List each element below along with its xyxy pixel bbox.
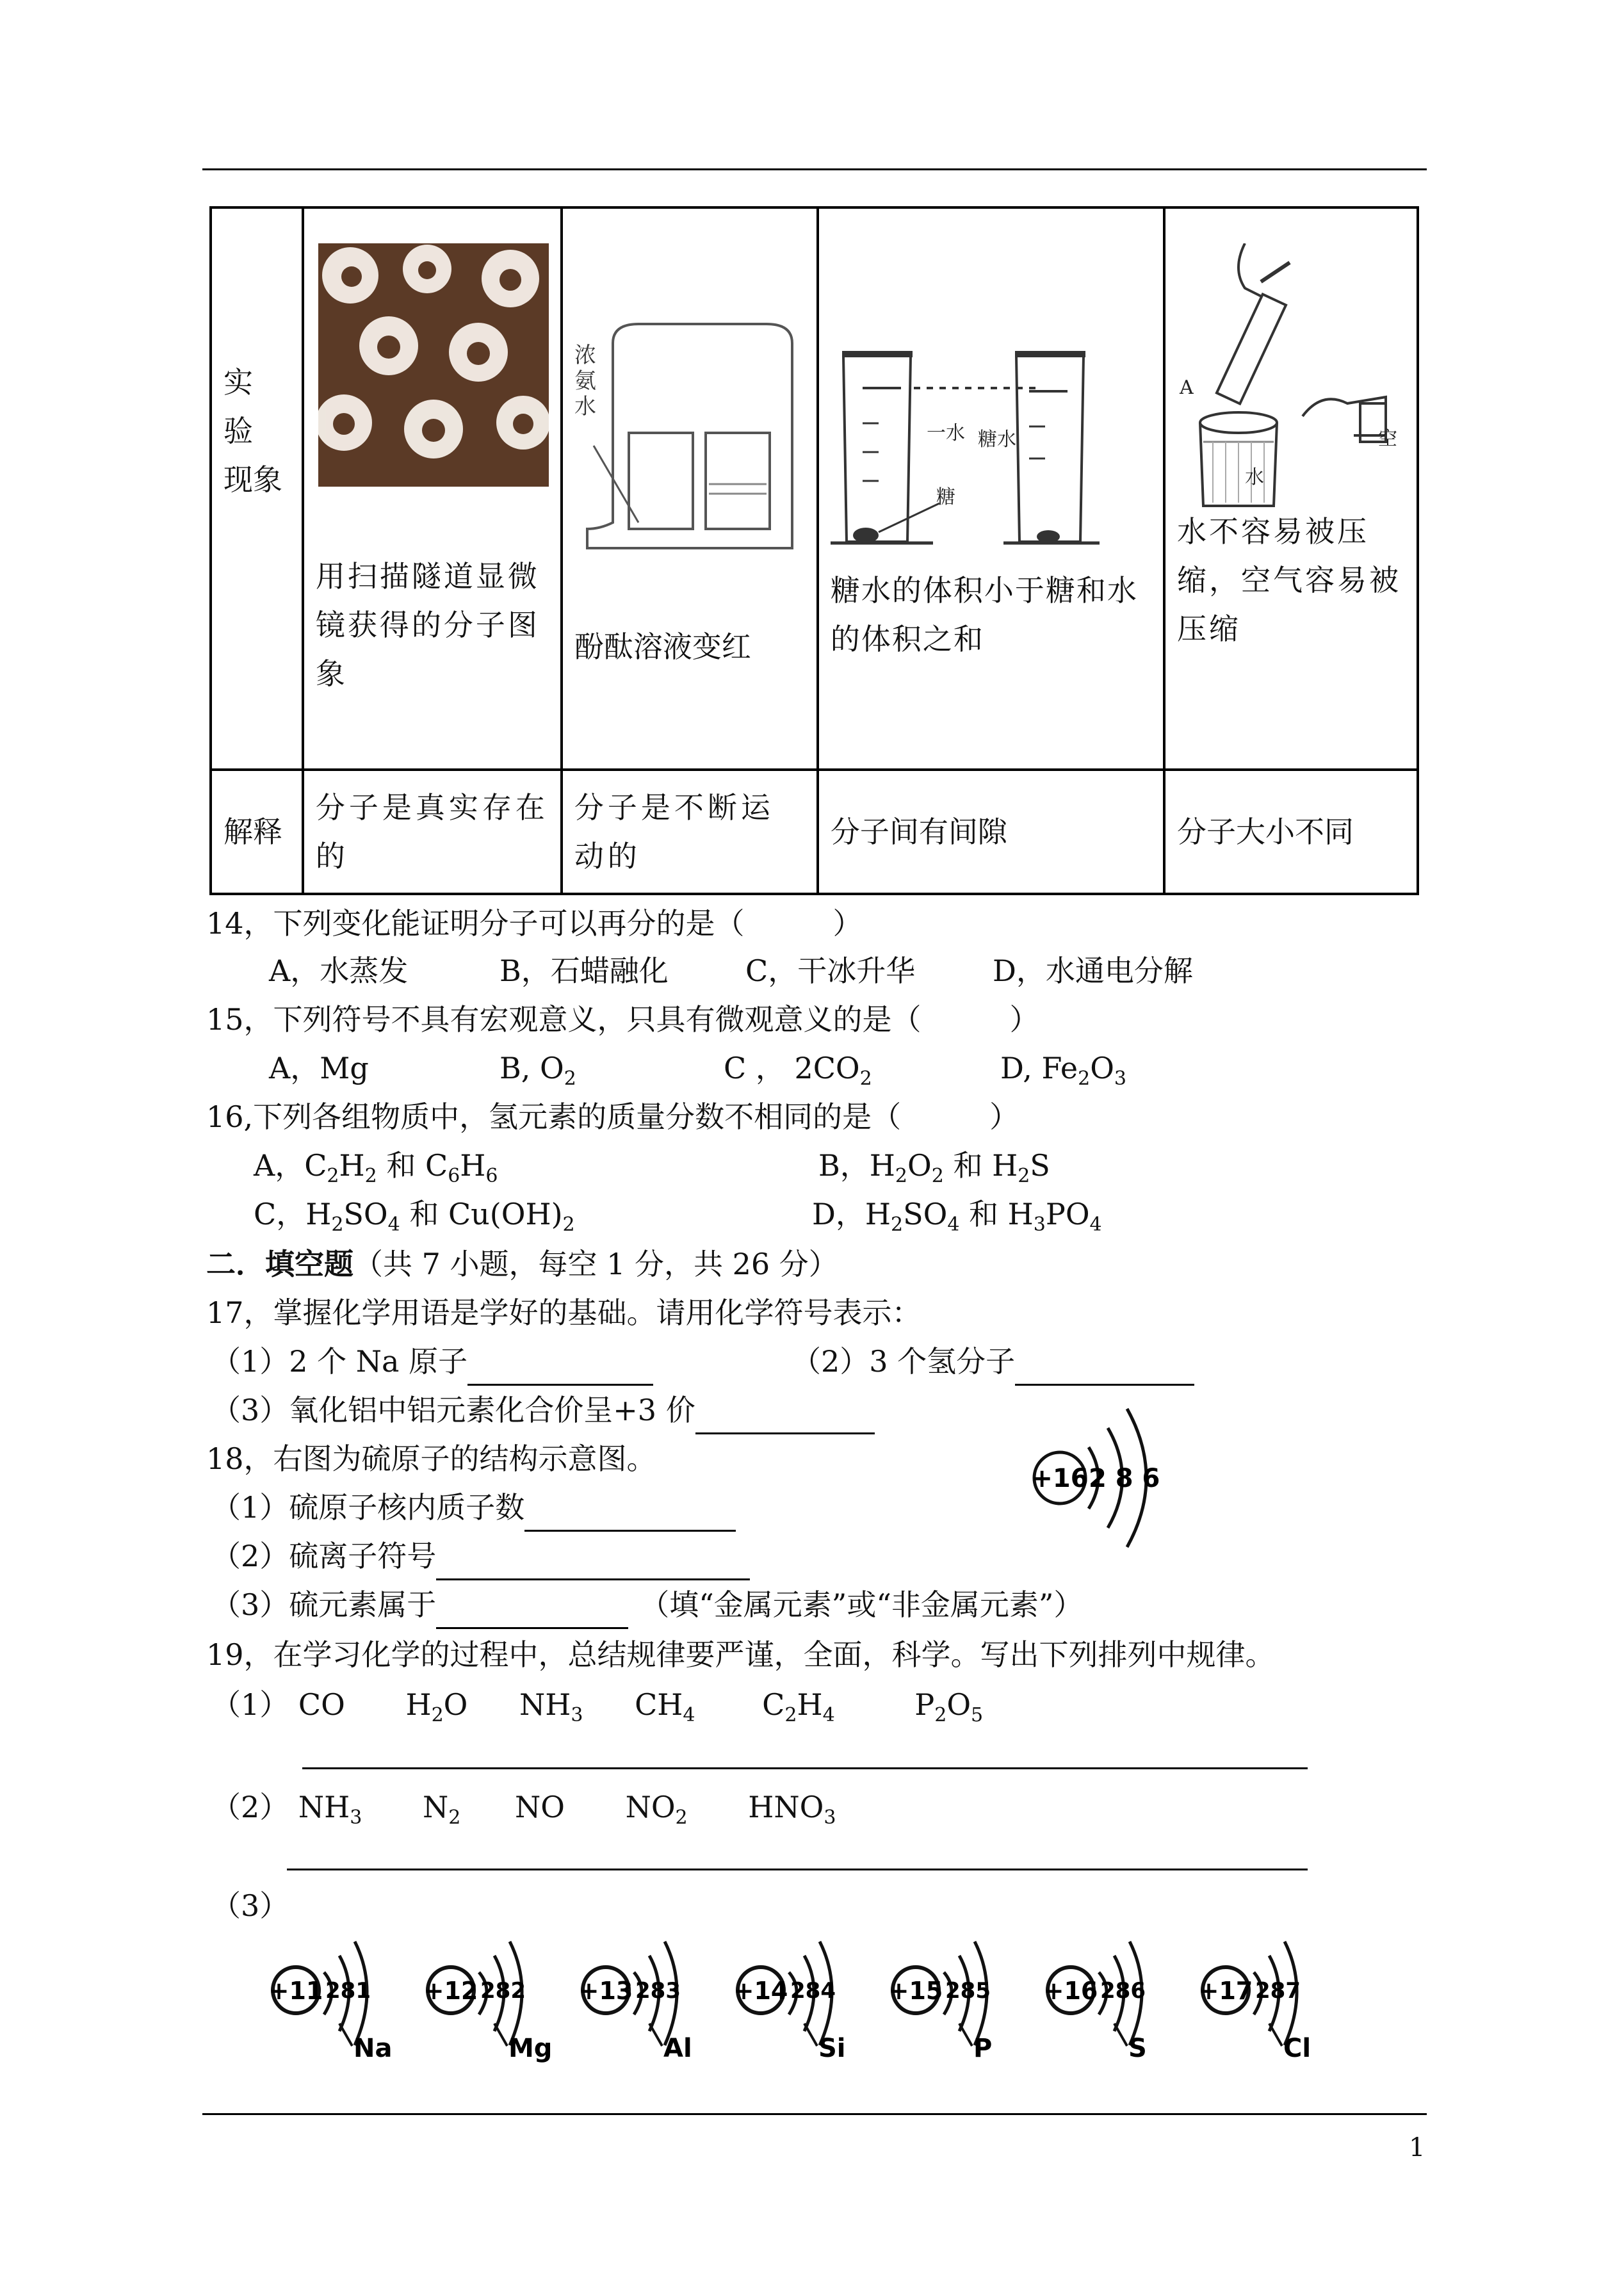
q19-item-p2o5: $P_2O_5$: [914, 1687, 984, 1727]
phenomenon-text-2: 酚酞溶液变红: [574, 629, 751, 664]
explanation-text-4: 分子大小不同: [1164, 770, 1418, 894]
cell-compression: [1164, 207, 1418, 770]
q19-item-nh3: $NH_3$: [519, 1687, 583, 1727]
q17-part1-label: （1）2 个 Na 原子: [211, 1344, 468, 1379]
q17-part3-label: （3）氧化铝中铝元素化合价呈+3 价: [211, 1393, 695, 1427]
stm-molecule-image: [318, 243, 549, 487]
q14-stem: 14，下列变化能证明分子可以再分的是（ ）: [206, 906, 863, 941]
section2-note: （共 7 小题，每空 1 分，共 26 分）: [353, 1247, 838, 1281]
q19-answer-line-1[interactable]: [302, 1767, 1308, 1769]
q17-part2: [792, 1337, 1194, 1386]
atom-symbol-label: Cl: [1283, 2034, 1311, 2063]
q18-part3-label: （3）硫元素属于: [211, 1587, 437, 1622]
q14-option-b: B，石蜡融化: [499, 953, 669, 988]
q18-answer-1[interactable]: [524, 1494, 736, 1532]
q16-option-c: C，$H_2SO_4$ 和 $Cu(OH)_2$: [254, 1197, 575, 1237]
q16-option-b: B，$H_2O_2$ 和 $H_2S$: [818, 1148, 1050, 1188]
explanation-text-1: 分子是真实存在的: [303, 770, 562, 894]
sugar-water-figure: [831, 343, 1151, 555]
q19-item-c2h4: $C_2H_4$: [762, 1687, 835, 1727]
q15-option-d: D, $Fe_2O_3$: [1000, 1051, 1127, 1091]
atom-symbol-label: P: [973, 2034, 993, 2063]
atom-diagram-na: [269, 1942, 392, 2063]
atom-diagram-cl: [1199, 1942, 1311, 2063]
q18-part2: [211, 1532, 750, 1580]
fig-label-sugar-water: 糖水: [977, 428, 1016, 451]
atom-shells-label: 283: [635, 1978, 681, 2004]
q14-option-d: D，水通电分解: [993, 953, 1193, 988]
atom-shells-label: 285: [945, 1978, 991, 2004]
q15-option-a: A，Mg: [269, 1051, 369, 1085]
row-header-explanation: 解释: [211, 770, 303, 894]
q19-part1-label: （1）: [211, 1687, 289, 1722]
page-number: 1: [1409, 2133, 1425, 2162]
q17-stem: 17，掌握化学用语是学好的基础。请用化学符号表示：: [206, 1295, 922, 1330]
sulfur-atom-diagram: [1025, 1396, 1178, 1562]
q19-item-h2o: $H_2O$: [405, 1687, 468, 1727]
fig-label-a: A: [1179, 377, 1194, 399]
q19-item-nh3-2: $NH_3$: [298, 1790, 362, 1829]
atom-nucleus-label: +16: [1043, 1977, 1098, 2005]
experiment-table: [209, 206, 1419, 895]
atom-pointer-line: [1269, 2023, 1282, 2046]
atom-pointer-line: [959, 2023, 972, 2046]
q14-option-c: C，干冰升华: [745, 953, 916, 988]
atom-diagram-mg: [424, 1942, 553, 2063]
q19-item-no2: $NO_2$: [625, 1790, 688, 1829]
q19-part2-label: （2）: [211, 1790, 289, 1824]
atom-shells-label: 284: [790, 1978, 836, 2004]
atom-diagram-s: [1044, 1942, 1147, 2063]
q18-stem: 18，右图为硫原子的结构示意图。: [206, 1441, 656, 1476]
atom-shells-label: 286: [1100, 1978, 1146, 2004]
atom-pointer-line: [339, 2023, 352, 2046]
phenomenon-row: [211, 207, 1418, 770]
atom-pointer-line: [649, 2023, 662, 2046]
ammonia-beaker-figure: [574, 318, 805, 561]
atom-nucleus-label: +15: [888, 1977, 943, 2005]
atom-structure-row: [269, 1934, 1370, 2075]
q16-option-d: D，$H_2SO_4$ 和 $H_3PO_4$: [812, 1197, 1102, 1237]
atom-nucleus-label: +11: [269, 1977, 323, 2005]
q19-item-n2: $N_2$: [423, 1790, 461, 1829]
q17-answer-3[interactable]: [695, 1397, 875, 1434]
q17-answer-1[interactable]: [467, 1348, 653, 1386]
q18-part3: [211, 1580, 1083, 1629]
syringe-figure: [1174, 243, 1405, 512]
fig-label-water: 一水: [926, 422, 965, 444]
explanation-text-2: 分子是不断运动的: [562, 770, 818, 894]
atom-symbol-label: Si: [818, 2034, 846, 2063]
cell-ammonia: [562, 207, 818, 770]
q15-option-b: B, $O_2$: [499, 1051, 576, 1091]
atom-symbol-label: S: [1128, 2034, 1147, 2063]
q19-item-ch4: $CH_4$: [635, 1687, 695, 1727]
fig-label-ammonia-2: 氨: [574, 368, 596, 394]
atom-diagram-al: [579, 1942, 692, 2063]
q18-part3-note: （填“金属元素”或“非金属元素”）: [640, 1587, 1084, 1622]
header-rule: [202, 168, 1427, 170]
phenomenon-text-4: 水不容易被压缩，空气容易被压缩: [1176, 514, 1401, 646]
sulfur-shells-label: 2 8 6: [1089, 1464, 1160, 1493]
fig-label-ammonia-3: 水: [574, 394, 596, 419]
q19-part1: [211, 1680, 983, 1740]
cell-stm-image: [303, 207, 562, 770]
q18-answer-2[interactable]: [436, 1543, 750, 1580]
atom-nucleus-label: +12: [423, 1977, 478, 2005]
atom-diagram-p: [889, 1942, 993, 2063]
section2-heading: [206, 1240, 838, 1288]
phenomenon-text-1: 用扫描隧道显微镜获得的分子图象: [315, 559, 540, 691]
q17-part1: [211, 1337, 653, 1386]
atom-shells-label: 287: [1255, 1978, 1301, 2004]
q19-item-co: CO: [298, 1687, 345, 1722]
q17-part3: [211, 1386, 875, 1434]
atom-symbol-label: Mg: [508, 2034, 553, 2063]
q15-stem: 15，下列符号不具有宏观意义，只具有微观意义的是（ ）: [206, 1002, 1039, 1037]
explanation-text-3: 分子间有间隙: [818, 770, 1164, 894]
atom-shells-label: 281: [325, 1978, 371, 2004]
atom-symbol-label: Al: [663, 2034, 692, 2063]
fig-label-air: 空: [1377, 428, 1397, 450]
atom-nucleus-label: +13: [578, 1977, 633, 2005]
sulfur-nucleus-label: +16: [1031, 1464, 1089, 1493]
fig-label-syringe-water: 水: [1244, 466, 1264, 489]
atom-symbol-label: Na: [353, 2034, 393, 2063]
section2-title: 二．填空题: [206, 1247, 353, 1281]
q19-item-hno3: $HNO_3$: [748, 1790, 836, 1829]
q19-item-no: NO: [514, 1790, 565, 1824]
explanation-row: [211, 770, 1418, 894]
q17-answer-2[interactable]: [1015, 1348, 1194, 1386]
q16-stem: 16,下列各组物质中，氢元素的质量分数不相同的是（ ）: [206, 1099, 1019, 1134]
q16-option-a: A，$C_2H_2$ 和 $C_6H_6$: [254, 1148, 498, 1188]
atom-pointer-line: [804, 2023, 817, 2046]
atom-shells-label: 282: [480, 1978, 526, 2004]
fig-label-ammonia-1: 浓: [574, 343, 596, 368]
row-header-phenomenon: [211, 207, 303, 770]
q19-part2: [211, 1783, 836, 1842]
q18-part1-label: （1）硫原子核内质子数: [211, 1490, 525, 1525]
q18-part2-label: （2）硫离子符号: [211, 1539, 437, 1573]
cell-sugar-water: [818, 207, 1164, 770]
q18-answer-3[interactable]: [436, 1591, 628, 1629]
row-header-text: 实 验 现象: [223, 365, 282, 497]
atom-diagram-si: [734, 1942, 846, 2063]
footer-rule: [202, 2113, 1427, 2115]
phenomenon-text-3: 糖水的体积小于糖和水的体积之和: [830, 573, 1138, 656]
q19-stem: 19，在学习化学的过程中，总结规律要严谨，全面，科学。写出下列排列中规律。: [206, 1637, 1275, 1672]
q17-part2-label: （2）3 个氢分子: [792, 1344, 1016, 1379]
q19-answer-line-2[interactable]: [287, 1869, 1308, 1870]
q19-part3: （3）: [211, 1888, 289, 1923]
atom-nucleus-label: +14: [733, 1977, 788, 2005]
atom-pointer-line: [494, 2023, 507, 2046]
q14-option-a: A，水蒸发: [269, 953, 409, 988]
q15-option-c: C ， $2CO_2$: [724, 1051, 872, 1091]
atom-pointer-line: [1114, 2023, 1127, 2046]
fig-label-sugar: 糖: [936, 486, 955, 508]
q18-part1: [211, 1483, 736, 1532]
atom-nucleus-label: +17: [1198, 1977, 1253, 2005]
